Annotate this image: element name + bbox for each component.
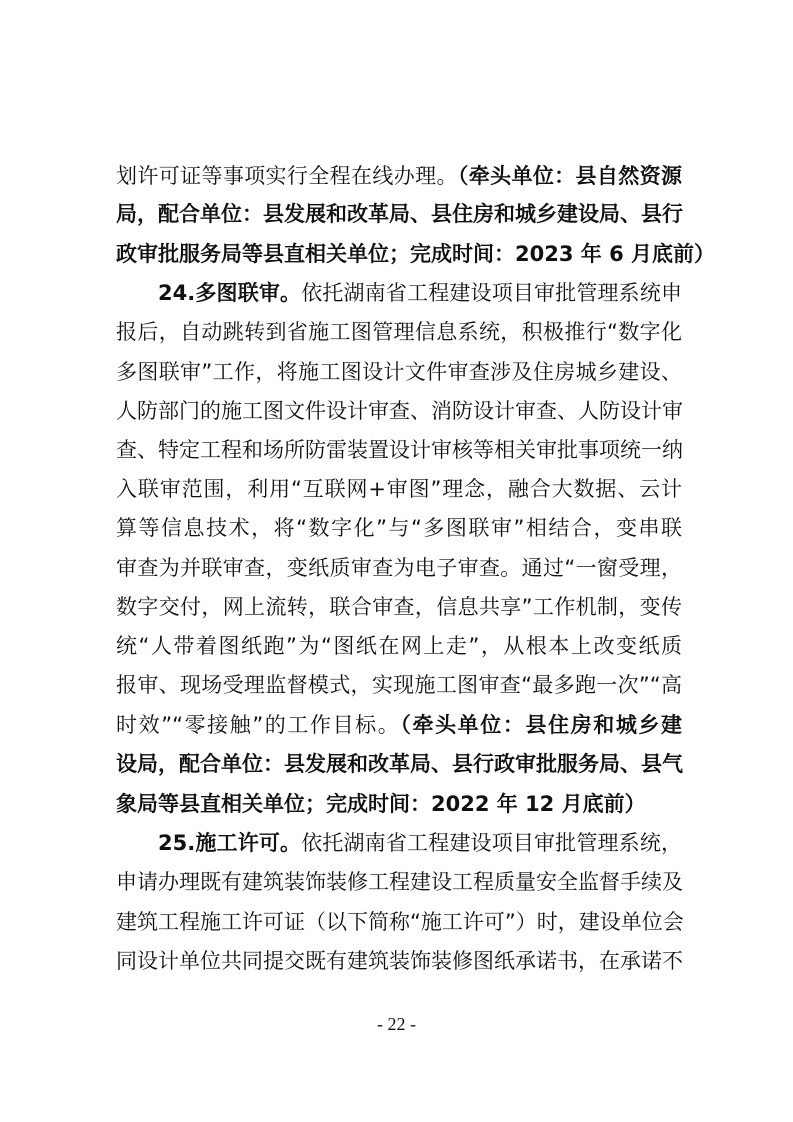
text-line bbox=[116, 863, 682, 901]
bold-text-segment: （牵头单位：县自然资源 bbox=[457, 164, 683, 188]
text-line bbox=[116, 392, 682, 430]
text-line bbox=[116, 313, 682, 351]
text-line bbox=[116, 903, 682, 941]
page-number: - 22 - bbox=[377, 1014, 416, 1034]
bold-text-segment: 政审批服务局等县直相关单位；完成时间：2023 年 6 月底前） bbox=[116, 242, 715, 266]
text-line bbox=[158, 274, 682, 312]
bold-text-segment: 设局，配合单位：县发展和改革局、县行政审批服务局、县气 bbox=[116, 752, 683, 776]
text-line bbox=[116, 706, 682, 744]
text-segment: 申请办理既有建筑装饰装修工程建设工程质量安全监督手续及 bbox=[116, 870, 683, 894]
bold-text-segment: （牵头单位：县住房和城乡建 bbox=[400, 713, 683, 737]
text-line bbox=[116, 785, 682, 823]
bold-text-segment: 25.施工许可。 bbox=[158, 831, 302, 855]
text-segment: 依托湖南省工程建设项目审批管理系统申 bbox=[301, 281, 683, 305]
text-line bbox=[116, 666, 682, 704]
text-line bbox=[116, 745, 682, 783]
text-line bbox=[116, 588, 682, 626]
text-line bbox=[116, 235, 715, 273]
text-segment: 人防部门的施工图文件设计审查、消防设计审查、人防设计审 bbox=[116, 399, 683, 423]
text-line bbox=[116, 942, 682, 980]
text-segment: 划许可证等事项实行全程在线办理。 bbox=[116, 164, 458, 188]
text-line bbox=[116, 549, 682, 587]
text-line bbox=[116, 353, 682, 391]
text-line bbox=[116, 509, 682, 547]
text-segment: 数字交付，网上流转，联合审查，信息共享”工作机制，变传 bbox=[116, 595, 682, 619]
text-segment: 报后，自动跳转到省施工图管理信息系统，积极推行“数字化 bbox=[116, 320, 682, 344]
text-segment: 建筑工程施工许可证（以下简称“施工许可”）时，建设单位会 bbox=[116, 910, 684, 934]
text-segment: 同设计单位共同提交既有建筑装饰装修图纸承诺书，在承诺不 bbox=[116, 949, 683, 973]
text-line bbox=[116, 157, 682, 195]
text-segment: 查、特定工程和场所防雷装置设计审核等相关审批事项统一纳 bbox=[116, 438, 683, 462]
text-line bbox=[116, 470, 682, 508]
text-segment: 统“人带着图纸跑”为“图纸在网上走”，从根本上改变纸质 bbox=[116, 634, 682, 658]
bold-text-segment: 象局等县直相关单位；完成时间：2022 年 12 月底前） bbox=[116, 792, 646, 816]
text-line bbox=[116, 195, 682, 233]
text-segment: 算等信息技术，将“数字化”与“多图联审”相结合，变串联 bbox=[116, 516, 682, 540]
bold-text-segment: 24.多图联审。 bbox=[158, 281, 302, 305]
text-segment: 报审、现场受理监督模式，实现施工图审查“最多跑一次”“高 bbox=[116, 673, 682, 697]
text-segment: 审查为并联审查，变纸质审查为电子审查。通过“一窗受理， bbox=[116, 556, 682, 580]
text-line bbox=[116, 627, 682, 665]
text-segment: 入联审范围，利用“互联网+审图”理念，融合大数据、云计 bbox=[116, 477, 682, 501]
text-line bbox=[116, 431, 682, 469]
bold-text-segment: 局，配合单位：县发展和改革局、县住房和城乡建设局、县行 bbox=[116, 202, 683, 226]
text-line bbox=[158, 824, 682, 862]
text-segment: 多图联审”工作，将施工图设计文件审查涉及住房城乡建设、 bbox=[116, 360, 682, 384]
text-segment: 时效”“零接触”的工作目标。 bbox=[116, 713, 401, 737]
text-segment: 依托湖南省工程建设项目审批管理系统， bbox=[301, 831, 683, 855]
